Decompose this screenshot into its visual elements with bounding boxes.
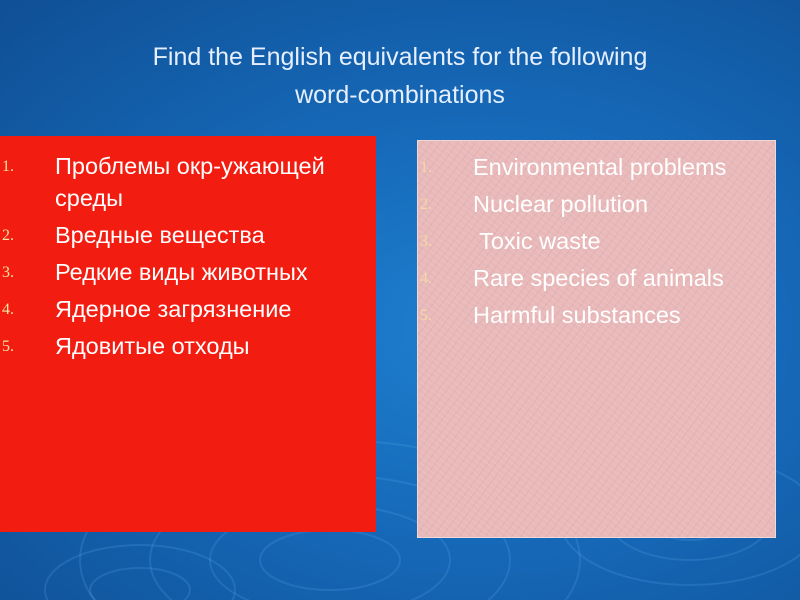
list-item (0, 256, 350, 288)
list-item-text: Проблемы окр-ужающей среды (55, 153, 325, 211)
list-item-number: 2. (420, 196, 432, 213)
list-item-text: Toxic waste (473, 228, 601, 254)
list-item-text: Nuclear pollution (473, 191, 649, 217)
list-item-number: 1. (2, 158, 14, 175)
list-item-number: 4. (420, 270, 432, 287)
list-item (418, 299, 768, 331)
list-item (418, 225, 768, 257)
list-item-number: 1. (420, 159, 432, 176)
slide-title-line-1: Find the English equivalents for the following (152, 43, 648, 71)
russian-terms-panel (0, 136, 376, 532)
list-item-text: Ядовитые отходы (55, 333, 250, 359)
russian-terms-list (0, 150, 350, 367)
english-terms-panel (417, 140, 776, 538)
slide-title-line-2: word-combinations (295, 81, 505, 109)
list-item-number: 3. (420, 233, 432, 250)
list-item (418, 262, 768, 294)
list-item (0, 330, 350, 362)
list-item-text: Вредные вещества (55, 222, 265, 248)
list-item-number: 3. (2, 264, 14, 281)
list-item (0, 219, 350, 251)
list-item-number: 2. (2, 227, 14, 244)
list-item (418, 151, 768, 183)
list-item (0, 150, 350, 214)
list-item (0, 293, 350, 325)
list-item (418, 188, 768, 220)
list-item-text: Harmful substances (473, 302, 681, 328)
list-item-text: Environmental problems (473, 154, 727, 180)
list-item-text: Ядерное загрязнение (55, 296, 292, 322)
list-item-number: 4. (2, 301, 14, 318)
english-terms-list (418, 151, 768, 336)
list-item-text: Редкие виды животных (55, 259, 308, 285)
list-item-number: 5. (420, 307, 432, 324)
list-item-text: Rare species of animals (473, 265, 724, 291)
slide-title (40, 38, 760, 114)
list-item-number: 5. (2, 338, 14, 355)
